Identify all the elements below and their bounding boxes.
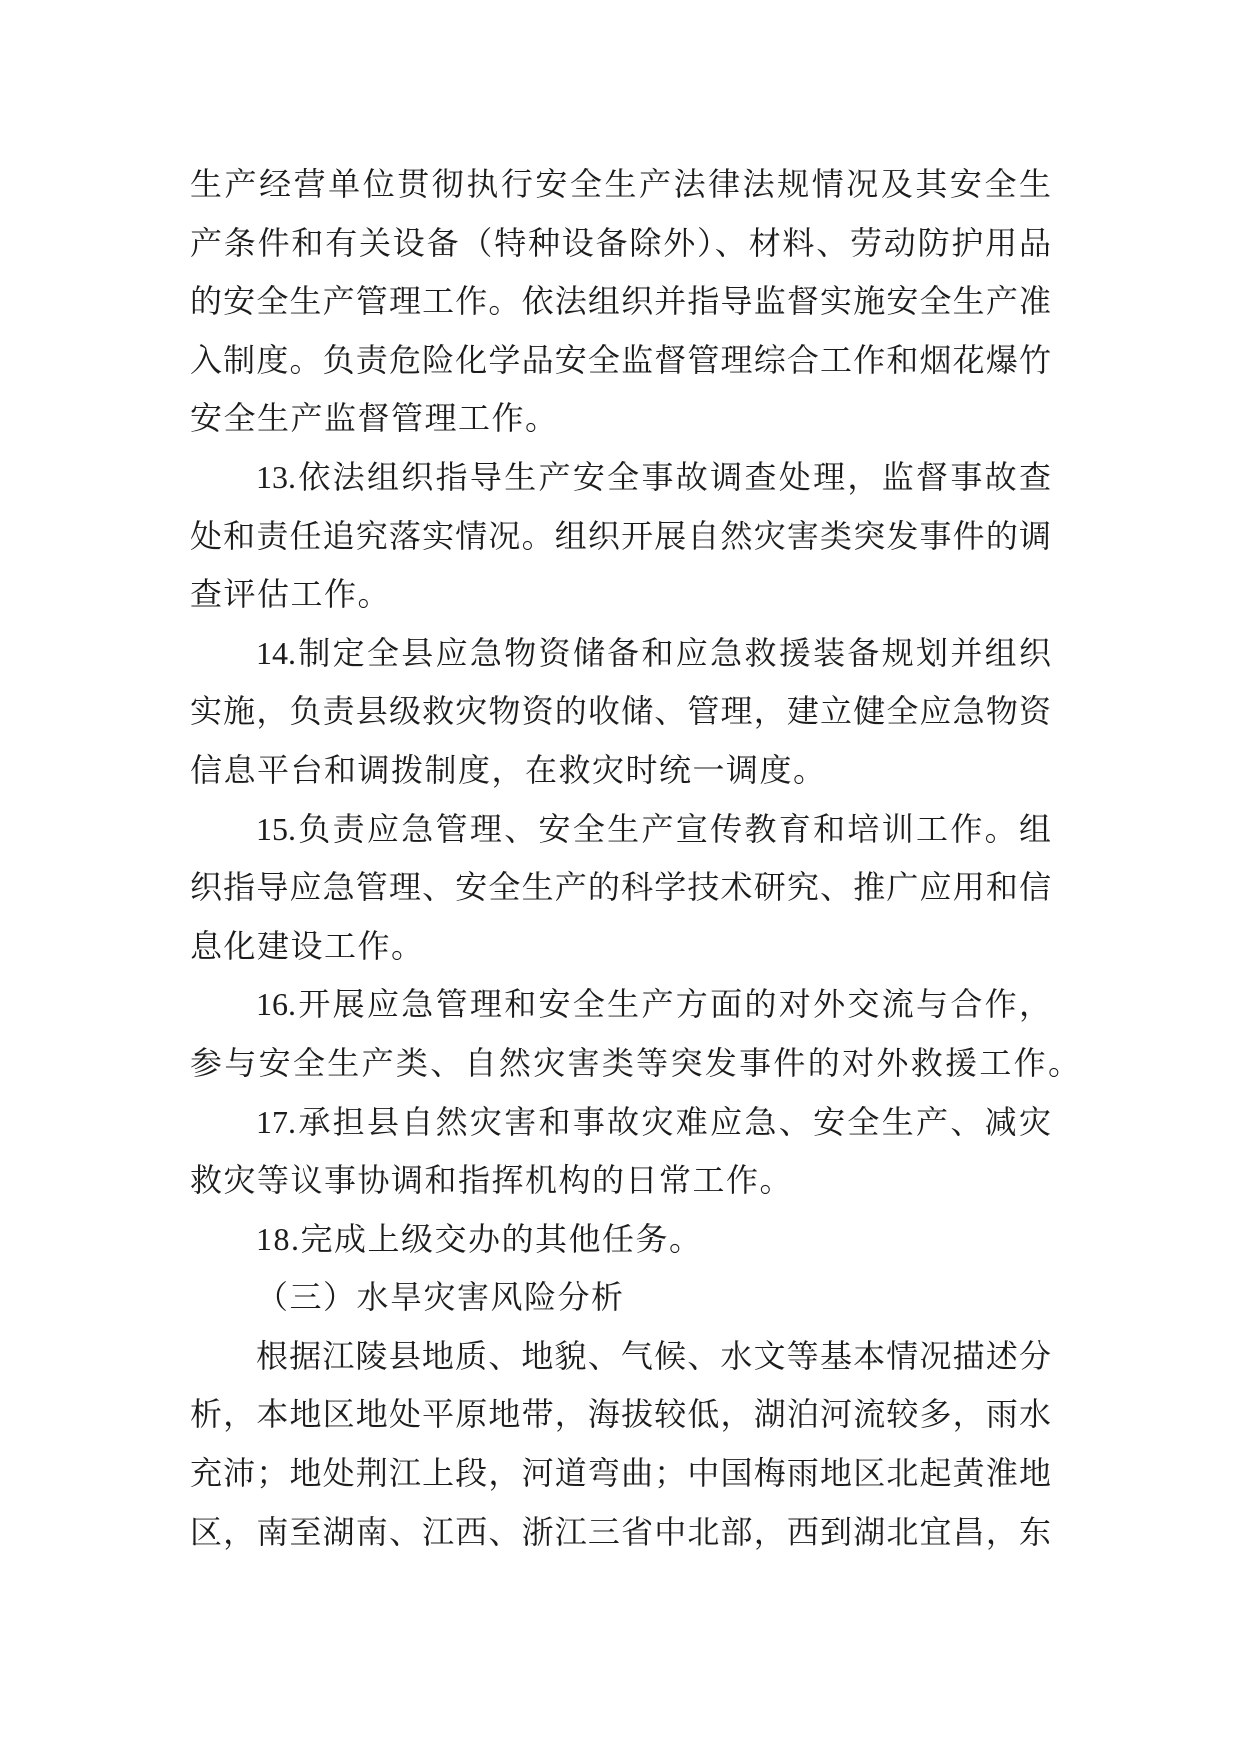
paragraph-line: 信息平台和调拨制度，在救灾时统一调度。: [190, 751, 827, 788]
paragraph-line: 参与安全生产类、自然灾害类等突发事件的对外救援工作。: [190, 1044, 1080, 1081]
section-heading-text: （三）水旱灾害风险分析: [256, 1279, 625, 1316]
paragraph-line: 安全生产监督管理工作。: [190, 400, 559, 437]
item-13-paragraph: [190, 448, 1080, 624]
paragraph-line: 产条件和有关设备（特种设备除外）、材料、劳动防护用品: [190, 224, 1051, 261]
paragraph-line: 息化建设工作。: [190, 927, 425, 964]
paragraph-line: 14.制定全县应急物资储备和应急救援装备规划并组织: [256, 634, 1051, 671]
paragraph-line: 15.负责应急管理、安全生产宣传教育和培训工作。组: [256, 810, 1051, 847]
paragraph-line: 实施，负责县级救灾物资的收储、管理，建立健全应急物资: [190, 693, 1051, 730]
paragraph-line: 查评估工作。: [190, 576, 392, 613]
paragraph-line: 13.依法组织指导生产安全事故调查处理，监督事故查: [256, 458, 1051, 495]
paragraph-line: 16.开展应急管理和安全生产方面的对外交流与合作，: [256, 986, 1051, 1023]
continued-paragraph: [190, 155, 1080, 448]
item-16-paragraph: [190, 975, 1080, 1092]
item-17-paragraph: [190, 1093, 1080, 1210]
paragraph-line: 处和责任追究落实情况。组织开展自然灾害类突发事件的调: [190, 517, 1051, 554]
section-heading: [190, 1268, 1080, 1327]
paragraph-line: 充沛；地处荆江上段，河道弯曲；中国梅雨地区北起黄淮地: [190, 1455, 1051, 1492]
item-18-paragraph: [190, 1210, 1080, 1269]
paragraph-line: 根据江陵县地质、地貌、气候、水文等基本情况描述分: [256, 1337, 1051, 1374]
paragraph-line: 织指导应急管理、安全生产的科学技术研究、推广应用和信: [190, 869, 1051, 906]
body-paragraph: [190, 1327, 1080, 1561]
paragraph-line: 18.完成上级交办的其他任务。: [256, 1220, 703, 1257]
paragraph-line: 救灾等议事协调和指挥机构的日常工作。: [190, 1162, 794, 1199]
paragraph-line: 17.承担县自然灾害和事故灾难应急、安全生产、减灾: [256, 1103, 1051, 1140]
paragraph-line: 区，南至湖南、江西、浙江三省中北部，西到湖北宜昌，东: [190, 1513, 1051, 1550]
item-14-paragraph: [190, 624, 1080, 800]
paragraph-line: 生产经营单位贯彻执行安全生产法律法规情况及其安全生: [190, 166, 1051, 202]
paragraph-line: 的安全生产管理工作。依法组织并指导监督实施安全生产准: [190, 283, 1051, 320]
paragraph-line: 入制度。负责危险化学品安全监督管理综合工作和烟花爆竹: [190, 341, 1051, 378]
item-15-paragraph: [190, 800, 1080, 976]
paragraph-line: 析，本地区地处平原地带，海拔较低，湖泊河流较多，雨水: [190, 1396, 1051, 1433]
document-body: [190, 155, 1080, 1561]
